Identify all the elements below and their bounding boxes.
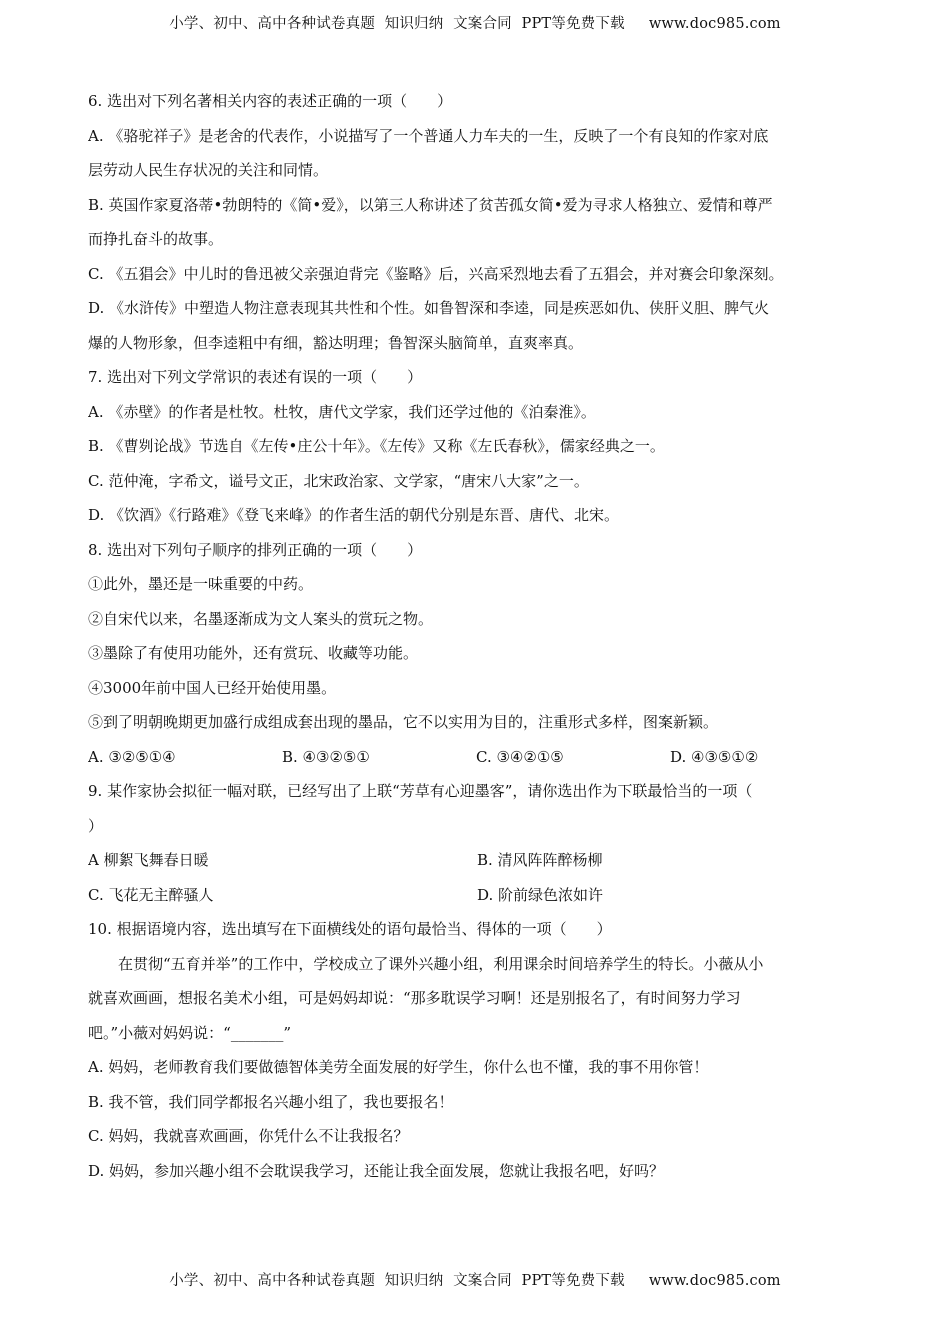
q10-passage-line1: 在贯彻“五育并举”的工作中，学校成立了课外兴趣小组，利用课余时间培养学生的特长。小薇从小 bbox=[118, 954, 764, 973]
q6-option-b-line1: B. 英国作家夏洛蒂•勃朗特的《简•爱》，以第三人称讲述了贫苦孤女简•爱为寻求人格独立、爱情和尊严 bbox=[88, 195, 773, 214]
q10-answer-blank: _______ bbox=[230, 1023, 284, 1042]
q8-sentence-2: ②自宋代以来，名墨逐渐成为文人案头的赏玩之物。 bbox=[88, 609, 434, 628]
q8-sentence-1: ①此外，墨还是一味重要的中药。 bbox=[88, 575, 314, 593]
q6-option-b-line2: 而挣扎奋斗的故事。 bbox=[88, 230, 224, 248]
q9-stem-line2: ） bbox=[88, 816, 104, 835]
q9-option-a: A 柳絮飞舞春日暖 bbox=[88, 851, 209, 869]
q6-stem: 6. 选出对下列名著相关内容的表述正确的一项（ ） bbox=[88, 92, 453, 110]
q10-option-c: C. 妈妈，我就喜欢画画，你凭什么不让我报名？ bbox=[88, 1127, 409, 1145]
q7-option-c: C. 范仲淹，字希文，谥号文正，北宋政治家、文学家，“唐宋八大家”之一。 bbox=[88, 471, 589, 490]
q6-option-a-line1: A. 《骆驼祥子》是老舍的代表作，小说描写了一个普通人力车夫的一生，反映了一个有良知的作家对底 bbox=[88, 126, 769, 145]
q8-option-c: C. ③④②①⑤ bbox=[476, 747, 564, 766]
q10-stem: 10. 根据语境内容，选出填写在下面横线处的语句最恰当、得体的一项（ ） bbox=[88, 920, 612, 938]
q9-options-row1 bbox=[88, 843, 866, 878]
q10-option-a: A. 妈妈，老师教育我们要做德智体美劳全面发展的好学生，你什么也不懂，我的事不用你管！ bbox=[88, 1058, 709, 1076]
q6-option-d-line1: D. 《水浒传》中塑造人物注意表现其共性和个性。如鲁智深和李逵，同是疾恶如仇、侠肝义胆、脾气火 bbox=[88, 299, 770, 317]
exam-content bbox=[88, 84, 866, 1188]
q9-option-b: B. 清风阵阵醉杨柳 bbox=[477, 851, 603, 869]
q8-option-d: D. ④③⑤①② bbox=[670, 747, 759, 766]
q10-option-b: B. 我不管，我们同学都报名兴趣小组了，我也要报名！ bbox=[88, 1092, 454, 1111]
q9-option-c: C. 飞花无主醉骚人 bbox=[88, 885, 214, 904]
q10-passage-close-quote: ” bbox=[283, 1023, 292, 1042]
q8-sentence-5: ⑤到了明朝晚期更加盛行成组成套出现的墨品，它不以实用为目的，注重形式多样，图案新颖。 bbox=[88, 713, 719, 731]
q8-stem: 8. 选出对下列句子顺序的排列正确的一项（ ） bbox=[88, 540, 423, 559]
page-footer: 小学、初中、高中各种试卷真题 知识归纳 文案合同 PPT等免费下载 www.doc985.com bbox=[169, 1273, 781, 1289]
q10-passage-line2: 就喜欢画画，想报名美术小组，可是妈妈却说：“那多耽误学习啊！还是别报名了，有时间努力学习 bbox=[88, 989, 741, 1007]
q8-sentence-4: ④3000年前中国人已经开始使用墨。 bbox=[88, 678, 337, 697]
q10-passage-line3 bbox=[88, 1016, 866, 1051]
q10-passage-text: 吧。”小薇对妈妈说：“ bbox=[88, 1023, 231, 1042]
q10-option-d: D. 妈妈，参加兴趣小组不会耽误我学习，还能让我全面发展，您就让我报名吧，好吗？ bbox=[88, 1161, 665, 1180]
q9-option-d: D. 阶前绿色浓如许 bbox=[477, 885, 604, 904]
q8-option-b: B. ④③②⑤① bbox=[282, 747, 370, 766]
q7-stem: 7. 选出对下列文学常识的表述有误的一项（ ） bbox=[88, 368, 423, 386]
page-header: 小学、初中、高中各种试卷真题 知识归纳 文案合同 PPT等免费下载 www.doc985.com bbox=[169, 16, 781, 32]
q8-sentence-3: ③墨除了有使用功能外，还有赏玩、收藏等功能。 bbox=[88, 644, 419, 662]
q6-option-c: C. 《五猖会》中儿时的鲁迅被父亲强迫背完《鉴略》后，兴高采烈地去看了五猖会，并对赛会印象深刻。 bbox=[88, 264, 784, 283]
q6-option-a-line2: 层劳动人民生存状况的关注和同情。 bbox=[88, 161, 329, 179]
q9-stem-line1: 9. 某作家协会拟征一幅对联，已经写出了上联“芳草有心迎墨客”，请你选出作为下联最恰当的一项（ bbox=[88, 782, 753, 800]
q8-options bbox=[88, 740, 866, 775]
q7-option-d: D. 《饮酒》《行路难》《登飞来峰》的作者生活的朝代分别是东晋、唐代、北宋。 bbox=[88, 506, 620, 524]
q7-option-b: B. 《曹刿论战》节选自《左传•庄公十年》。《左传》又称《左氏春秋》，儒家经典之一。 bbox=[88, 437, 665, 455]
q9-options-row2 bbox=[88, 878, 866, 913]
q8-option-a: A. ③②⑤①④ bbox=[88, 747, 176, 766]
q7-option-a: A. 《赤壁》的作者是杜牧。杜牧，唐代文学家，我们还学过他的《泊秦淮》。 bbox=[88, 402, 596, 421]
q6-option-d-line2: 爆的人物形象，但李逵粗中有细，豁达明理；鲁智深头脑简单，直爽率真。 bbox=[88, 333, 584, 352]
